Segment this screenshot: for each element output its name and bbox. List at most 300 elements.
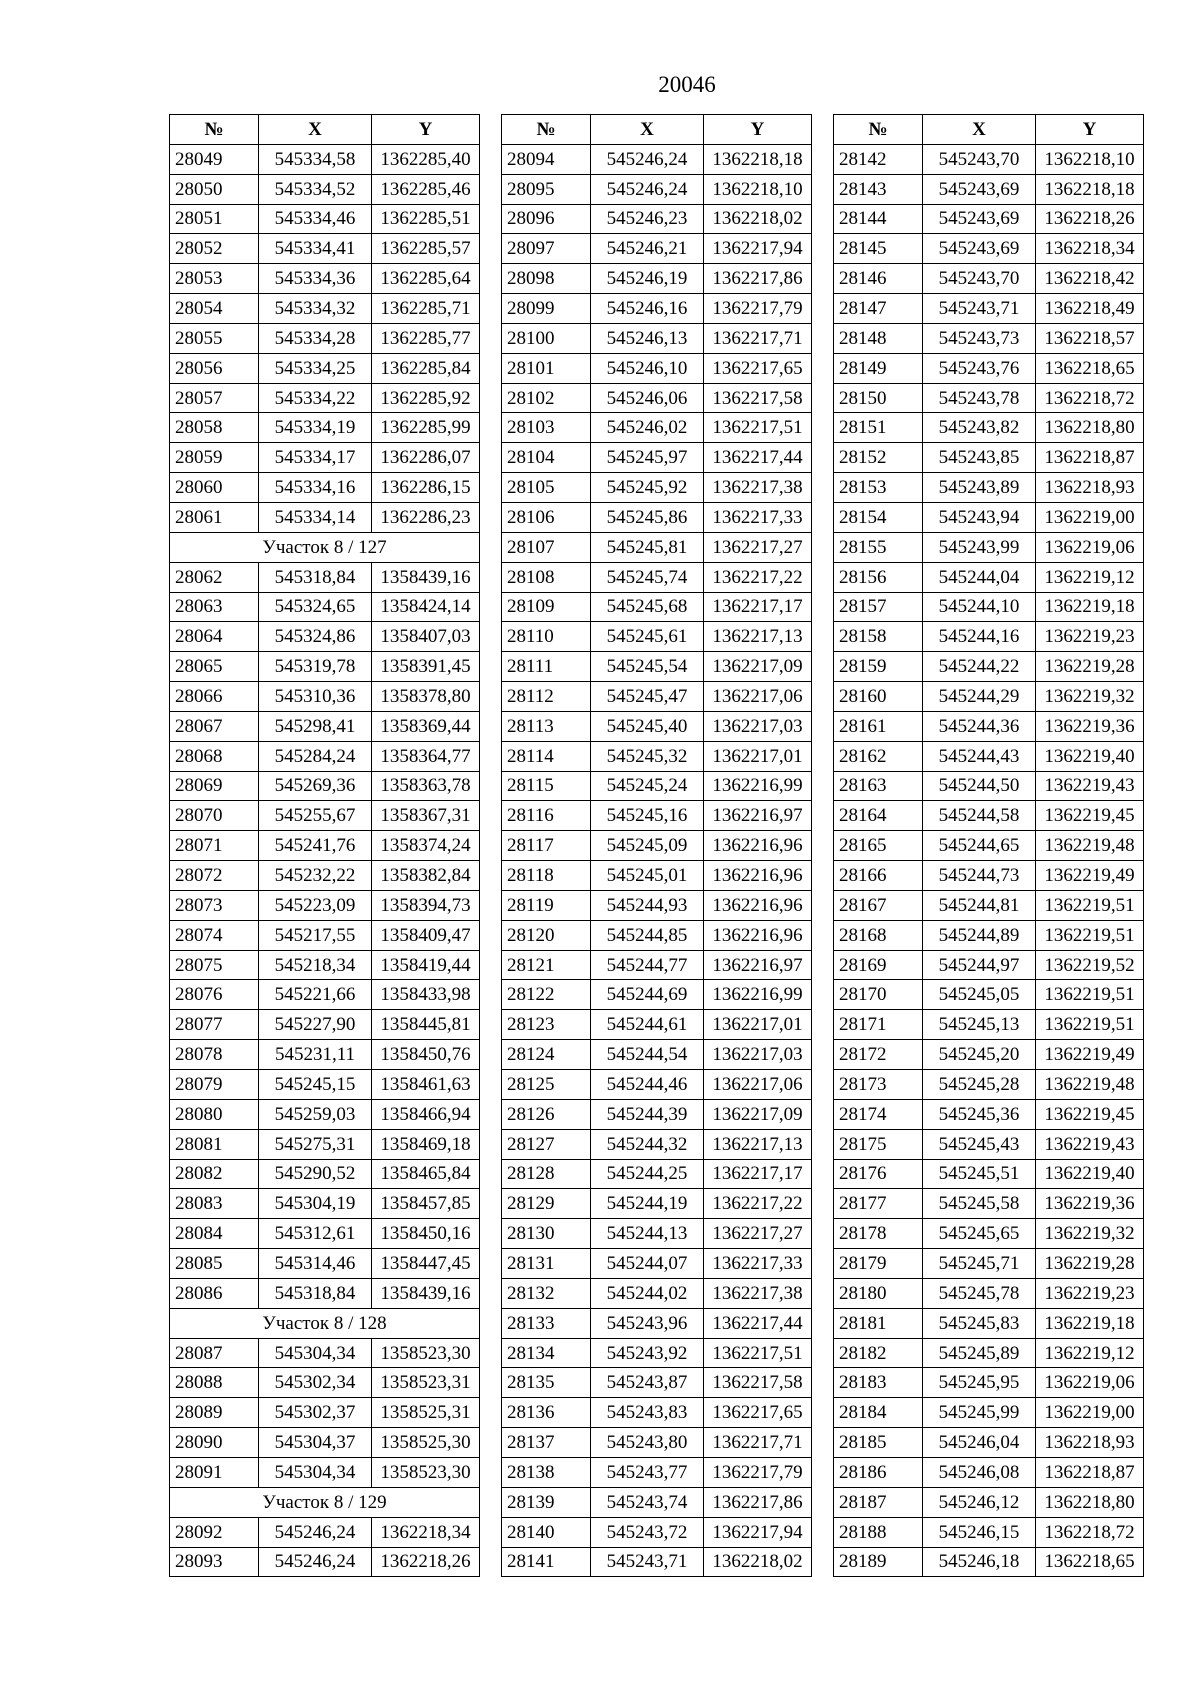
section-title: Участок 8 / 128 — [170, 1308, 480, 1338]
table-row — [502, 323, 812, 353]
x-coordinate-cell: 545243,77 — [591, 1457, 704, 1487]
x-coordinate-cell: 545259,03 — [259, 1099, 372, 1129]
table-row — [834, 234, 1144, 264]
x-coordinate-cell: 545244,39 — [591, 1099, 704, 1129]
x-coordinate-cell: 545245,78 — [923, 1278, 1036, 1308]
x-coordinate-cell: 545244,50 — [923, 771, 1036, 801]
point-number-cell: 28163 — [834, 771, 923, 801]
y-coordinate-cell: 1362219,43 — [1036, 1129, 1144, 1159]
x-coordinate-cell: 545246,13 — [591, 323, 704, 353]
point-number-cell: 28143 — [834, 174, 923, 204]
x-coordinate-cell: 545246,21 — [591, 234, 704, 264]
x-coordinate-cell: 545243,96 — [591, 1308, 704, 1338]
table-row — [170, 1398, 480, 1428]
y-coordinate-cell: 1362217,38 — [704, 473, 812, 503]
y-coordinate-cell: 1362219,06 — [1036, 532, 1144, 562]
point-number-cell: 28124 — [502, 1040, 591, 1070]
y-coordinate-cell: 1362218,87 — [1036, 1457, 1144, 1487]
y-coordinate-cell: 1362216,96 — [704, 831, 812, 861]
table-row — [502, 413, 812, 443]
table-row — [502, 1219, 812, 1249]
x-coordinate-cell: 545284,24 — [259, 741, 372, 771]
y-coordinate-cell: 1362219,40 — [1036, 1159, 1144, 1189]
point-number-cell: 28121 — [502, 950, 591, 980]
x-coordinate-cell: 545243,94 — [923, 502, 1036, 532]
x-coordinate-cell: 545244,02 — [591, 1278, 704, 1308]
point-number-cell: 28076 — [170, 980, 259, 1010]
table-row — [170, 473, 480, 503]
table-row — [502, 741, 812, 771]
page-number: 20046 — [658, 72, 716, 97]
x-coordinate-cell: 545246,12 — [923, 1487, 1036, 1517]
point-number-cell: 28067 — [170, 711, 259, 741]
point-number-cell: 28172 — [834, 1040, 923, 1070]
table-row — [834, 144, 1144, 174]
table-row — [502, 502, 812, 532]
point-number-cell: 28149 — [834, 353, 923, 383]
table-row — [502, 592, 812, 622]
x-coordinate-cell: 545304,34 — [259, 1457, 372, 1487]
table-row — [834, 741, 1144, 771]
point-number-cell: 28063 — [170, 592, 259, 622]
y-coordinate-cell: 1358461,63 — [372, 1070, 480, 1100]
table-row — [502, 353, 812, 383]
table-row — [834, 1517, 1144, 1547]
point-number-cell: 28162 — [834, 741, 923, 771]
x-coordinate-cell: 545243,71 — [591, 1547, 704, 1577]
y-coordinate-cell: 1362218,72 — [1036, 383, 1144, 413]
table-row — [170, 920, 480, 950]
x-coordinate-cell: 545334,22 — [259, 383, 372, 413]
table-row — [170, 652, 480, 682]
y-coordinate-cell: 1362285,40 — [372, 144, 480, 174]
y-coordinate-cell: 1358465,84 — [372, 1159, 480, 1189]
x-coordinate-cell: 545324,65 — [259, 592, 372, 622]
point-number-cell: 28114 — [502, 741, 591, 771]
point-number-cell: 28061 — [170, 502, 259, 532]
table-row — [502, 682, 812, 712]
table-row — [502, 1308, 812, 1338]
table-row — [502, 174, 812, 204]
table-row — [502, 1249, 812, 1279]
y-coordinate-cell: 1362219,48 — [1036, 831, 1144, 861]
point-number-cell: 28097 — [502, 234, 591, 264]
table-row — [170, 353, 480, 383]
point-number-cell: 28136 — [502, 1398, 591, 1428]
table-row — [834, 1368, 1144, 1398]
x-coordinate-cell: 545243,73 — [923, 323, 1036, 353]
y-coordinate-cell: 1362286,07 — [372, 443, 480, 473]
table-row — [502, 1129, 812, 1159]
table-row — [170, 562, 480, 592]
x-coordinate-cell: 545334,28 — [259, 323, 372, 353]
x-coordinate-cell: 545302,34 — [259, 1368, 372, 1398]
table-row — [170, 711, 480, 741]
table-row — [834, 562, 1144, 592]
point-number-cell: 28101 — [502, 353, 591, 383]
y-coordinate-cell: 1362285,46 — [372, 174, 480, 204]
x-coordinate-cell: 545245,51 — [923, 1159, 1036, 1189]
y-coordinate-cell: 1362219,48 — [1036, 1070, 1144, 1100]
table-row — [170, 502, 480, 532]
y-coordinate-cell: 1362285,99 — [372, 413, 480, 443]
x-coordinate-cell: 545334,19 — [259, 413, 372, 443]
y-coordinate-cell: 1362218,34 — [1036, 234, 1144, 264]
table-row — [170, 950, 480, 980]
column-header-number: № — [502, 115, 591, 145]
y-coordinate-cell: 1358391,45 — [372, 652, 480, 682]
table-row — [502, 1368, 812, 1398]
x-coordinate-cell: 545245,54 — [591, 652, 704, 682]
y-coordinate-cell: 1362219,51 — [1036, 920, 1144, 950]
y-coordinate-cell: 1362219,18 — [1036, 1308, 1144, 1338]
y-coordinate-cell: 1362218,93 — [1036, 473, 1144, 503]
y-coordinate-cell: 1362219,28 — [1036, 652, 1144, 682]
y-coordinate-cell: 1362216,96 — [704, 861, 812, 891]
point-number-cell: 28164 — [834, 801, 923, 831]
y-coordinate-cell: 1362218,80 — [1036, 413, 1144, 443]
table-row — [834, 1547, 1144, 1577]
table-row — [502, 890, 812, 920]
table-row — [170, 801, 480, 831]
point-number-cell: 28154 — [834, 502, 923, 532]
coordinates-table-3 — [833, 114, 1144, 1577]
x-coordinate-cell: 545245,71 — [923, 1249, 1036, 1279]
point-number-cell: 28139 — [502, 1487, 591, 1517]
table-row — [170, 294, 480, 324]
point-number-cell: 28165 — [834, 831, 923, 861]
y-coordinate-cell: 1358445,81 — [372, 1010, 480, 1040]
table-row — [502, 1189, 812, 1219]
y-coordinate-cell: 1362219,49 — [1036, 1040, 1144, 1070]
point-number-cell: 28056 — [170, 353, 259, 383]
table-row — [170, 831, 480, 861]
table-row — [834, 323, 1144, 353]
y-coordinate-cell: 1362219,49 — [1036, 861, 1144, 891]
x-coordinate-cell: 545217,55 — [259, 920, 372, 950]
point-number-cell: 28174 — [834, 1099, 923, 1129]
table-row — [502, 204, 812, 234]
y-coordinate-cell: 1362285,57 — [372, 234, 480, 264]
x-coordinate-cell: 545246,24 — [591, 174, 704, 204]
table-row — [170, 1010, 480, 1040]
table-row — [502, 622, 812, 652]
table-row — [834, 1457, 1144, 1487]
table-row — [170, 1368, 480, 1398]
table-row — [834, 1010, 1144, 1040]
y-coordinate-cell: 1362218,93 — [1036, 1428, 1144, 1458]
y-coordinate-cell: 1362217,09 — [704, 652, 812, 682]
x-coordinate-cell: 545298,41 — [259, 711, 372, 741]
x-coordinate-cell: 545246,10 — [591, 353, 704, 383]
table-row — [834, 980, 1144, 1010]
y-coordinate-cell: 1358407,03 — [372, 622, 480, 652]
y-coordinate-cell: 1362217,79 — [704, 1457, 812, 1487]
x-coordinate-cell: 545245,99 — [923, 1398, 1036, 1428]
point-number-cell: 28169 — [834, 950, 923, 980]
x-coordinate-cell: 545244,43 — [923, 741, 1036, 771]
y-coordinate-cell: 1358374,24 — [372, 831, 480, 861]
y-coordinate-cell: 1362217,33 — [704, 502, 812, 532]
point-number-cell: 28129 — [502, 1189, 591, 1219]
x-coordinate-cell: 545304,34 — [259, 1338, 372, 1368]
x-coordinate-cell: 545244,97 — [923, 950, 1036, 980]
x-coordinate-cell: 545231,11 — [259, 1040, 372, 1070]
x-coordinate-cell: 545334,58 — [259, 144, 372, 174]
y-coordinate-cell: 1362218,10 — [1036, 144, 1144, 174]
point-number-cell: 28062 — [170, 562, 259, 592]
x-coordinate-cell: 545244,58 — [923, 801, 1036, 831]
x-coordinate-cell: 545310,36 — [259, 682, 372, 712]
y-coordinate-cell: 1362217,13 — [704, 1129, 812, 1159]
table-row — [502, 1070, 812, 1100]
point-number-cell: 28112 — [502, 682, 591, 712]
x-coordinate-cell: 545246,16 — [591, 294, 704, 324]
y-coordinate-cell: 1358364,77 — [372, 741, 480, 771]
point-number-cell: 28127 — [502, 1129, 591, 1159]
point-number-cell: 28132 — [502, 1278, 591, 1308]
point-number-cell: 28073 — [170, 890, 259, 920]
point-number-cell: 28152 — [834, 443, 923, 473]
table-row — [834, 473, 1144, 503]
x-coordinate-cell: 545244,61 — [591, 1010, 704, 1040]
table-row — [502, 443, 812, 473]
x-coordinate-cell: 545245,20 — [923, 1040, 1036, 1070]
x-coordinate-cell: 545334,17 — [259, 443, 372, 473]
point-number-cell: 28064 — [170, 622, 259, 652]
table-row — [170, 383, 480, 413]
y-coordinate-cell: 1362217,17 — [704, 1159, 812, 1189]
x-coordinate-cell: 545245,28 — [923, 1070, 1036, 1100]
x-coordinate-cell: 545245,89 — [923, 1338, 1036, 1368]
point-number-cell: 28069 — [170, 771, 259, 801]
y-coordinate-cell: 1362218,65 — [1036, 353, 1144, 383]
table-row — [502, 383, 812, 413]
point-number-cell: 28170 — [834, 980, 923, 1010]
column-header-x: X — [591, 115, 704, 145]
point-number-cell: 28188 — [834, 1517, 923, 1547]
x-coordinate-cell: 545245,16 — [591, 801, 704, 831]
y-coordinate-cell: 1362216,97 — [704, 801, 812, 831]
table-row — [502, 801, 812, 831]
x-coordinate-cell: 545221,66 — [259, 980, 372, 1010]
x-coordinate-cell: 545245,83 — [923, 1308, 1036, 1338]
point-number-cell: 28052 — [170, 234, 259, 264]
y-coordinate-cell: 1362216,99 — [704, 771, 812, 801]
y-coordinate-cell: 1358469,18 — [372, 1129, 480, 1159]
point-number-cell: 28081 — [170, 1129, 259, 1159]
y-coordinate-cell: 1362285,64 — [372, 264, 480, 294]
point-number-cell: 28080 — [170, 1099, 259, 1129]
x-coordinate-cell: 545334,46 — [259, 204, 372, 234]
point-number-cell: 28130 — [502, 1219, 591, 1249]
x-coordinate-cell: 545244,89 — [923, 920, 1036, 950]
x-coordinate-cell: 545334,32 — [259, 294, 372, 324]
x-coordinate-cell: 545244,16 — [923, 622, 1036, 652]
x-coordinate-cell: 545304,37 — [259, 1428, 372, 1458]
point-number-cell: 28178 — [834, 1219, 923, 1249]
point-number-cell: 28156 — [834, 562, 923, 592]
point-number-cell: 28107 — [502, 532, 591, 562]
x-coordinate-cell: 545246,08 — [923, 1457, 1036, 1487]
y-coordinate-cell: 1358447,45 — [372, 1249, 480, 1279]
table-row — [834, 950, 1144, 980]
point-number-cell: 28171 — [834, 1010, 923, 1040]
y-coordinate-cell: 1362217,71 — [704, 1428, 812, 1458]
x-coordinate-cell: 545244,29 — [923, 682, 1036, 712]
point-number-cell: 28120 — [502, 920, 591, 950]
x-coordinate-cell: 545245,81 — [591, 532, 704, 562]
x-coordinate-cell: 545245,61 — [591, 622, 704, 652]
y-coordinate-cell: 1362219,51 — [1036, 1010, 1144, 1040]
x-coordinate-cell: 545314,46 — [259, 1249, 372, 1279]
point-number-cell: 28065 — [170, 652, 259, 682]
y-coordinate-cell: 1362219,28 — [1036, 1249, 1144, 1279]
point-number-cell: 28078 — [170, 1040, 259, 1070]
point-number-cell: 28083 — [170, 1189, 259, 1219]
table-row — [834, 294, 1144, 324]
table-row — [834, 383, 1144, 413]
table-row — [834, 1249, 1144, 1279]
point-number-cell: 28180 — [834, 1278, 923, 1308]
y-coordinate-cell: 1358419,44 — [372, 950, 480, 980]
point-number-cell: 28160 — [834, 682, 923, 712]
table-row — [834, 1070, 1144, 1100]
table-body — [170, 144, 480, 1577]
y-coordinate-cell: 1362219,00 — [1036, 1398, 1144, 1428]
point-number-cell: 28099 — [502, 294, 591, 324]
table-row — [502, 532, 812, 562]
table-row — [170, 1129, 480, 1159]
x-coordinate-cell: 545334,14 — [259, 502, 372, 532]
table-row — [502, 831, 812, 861]
table-row — [834, 1487, 1144, 1517]
point-number-cell: 28072 — [170, 861, 259, 891]
table-row — [170, 1219, 480, 1249]
point-number-cell: 28146 — [834, 264, 923, 294]
point-number-cell: 28085 — [170, 1249, 259, 1279]
y-coordinate-cell: 1358525,31 — [372, 1398, 480, 1428]
point-number-cell: 28185 — [834, 1428, 923, 1458]
point-number-cell: 28103 — [502, 413, 591, 443]
x-coordinate-cell: 545244,85 — [591, 920, 704, 950]
table-row — [502, 1487, 812, 1517]
x-coordinate-cell: 545318,84 — [259, 562, 372, 592]
table-row — [834, 801, 1144, 831]
x-coordinate-cell: 545319,78 — [259, 652, 372, 682]
point-number-cell: 28055 — [170, 323, 259, 353]
y-coordinate-cell: 1362217,44 — [704, 443, 812, 473]
x-coordinate-cell: 545318,84 — [259, 1278, 372, 1308]
x-coordinate-cell: 545334,16 — [259, 473, 372, 503]
x-coordinate-cell: 545245,36 — [923, 1099, 1036, 1129]
point-number-cell: 28115 — [502, 771, 591, 801]
y-coordinate-cell: 1358523,31 — [372, 1368, 480, 1398]
y-coordinate-cell: 1362217,03 — [704, 1040, 812, 1070]
x-coordinate-cell: 545245,09 — [591, 831, 704, 861]
x-coordinate-cell: 545334,41 — [259, 234, 372, 264]
y-coordinate-cell: 1362217,27 — [704, 1219, 812, 1249]
table-row — [502, 1398, 812, 1428]
x-coordinate-cell: 545243,82 — [923, 413, 1036, 443]
x-coordinate-cell: 545269,36 — [259, 771, 372, 801]
table-row — [170, 234, 480, 264]
y-coordinate-cell: 1362217,51 — [704, 1338, 812, 1368]
y-coordinate-cell: 1362219,52 — [1036, 950, 1144, 980]
table-row — [502, 771, 812, 801]
column-header-x: X — [259, 115, 372, 145]
y-coordinate-cell: 1362218,49 — [1036, 294, 1144, 324]
y-coordinate-cell: 1362218,02 — [704, 1547, 812, 1577]
x-coordinate-cell: 545245,74 — [591, 562, 704, 592]
point-number-cell: 28186 — [834, 1457, 923, 1487]
table-row — [502, 1547, 812, 1577]
y-coordinate-cell: 1362219,51 — [1036, 980, 1144, 1010]
table-row — [834, 652, 1144, 682]
table-row — [170, 741, 480, 771]
table-row — [502, 144, 812, 174]
y-coordinate-cell: 1362217,33 — [704, 1249, 812, 1279]
table-row — [502, 1010, 812, 1040]
point-number-cell: 28173 — [834, 1070, 923, 1100]
table-row — [170, 1428, 480, 1458]
table-row — [834, 1398, 1144, 1428]
table-row — [834, 622, 1144, 652]
y-coordinate-cell: 1362286,23 — [372, 502, 480, 532]
point-number-cell: 28142 — [834, 144, 923, 174]
x-coordinate-cell: 545245,32 — [591, 741, 704, 771]
x-coordinate-cell: 545244,04 — [923, 562, 1036, 592]
y-coordinate-cell: 1362218,18 — [704, 144, 812, 174]
y-coordinate-cell: 1362217,22 — [704, 1189, 812, 1219]
y-coordinate-cell: 1362217,17 — [704, 592, 812, 622]
table-row — [834, 1099, 1144, 1129]
y-coordinate-cell: 1362218,10 — [704, 174, 812, 204]
y-coordinate-cell: 1362217,03 — [704, 711, 812, 741]
y-coordinate-cell: 1362217,13 — [704, 622, 812, 652]
table-row — [502, 1099, 812, 1129]
x-coordinate-cell: 545244,46 — [591, 1070, 704, 1100]
point-number-cell: 28092 — [170, 1517, 259, 1547]
point-number-cell: 28175 — [834, 1129, 923, 1159]
y-coordinate-cell: 1362219,12 — [1036, 562, 1144, 592]
table-row — [834, 413, 1144, 443]
point-number-cell: 28091 — [170, 1457, 259, 1487]
y-coordinate-cell: 1358433,98 — [372, 980, 480, 1010]
point-number-cell: 28075 — [170, 950, 259, 980]
coordinates-table-1 — [169, 114, 480, 1577]
x-coordinate-cell: 545245,40 — [591, 711, 704, 741]
y-coordinate-cell: 1362219,51 — [1036, 890, 1144, 920]
y-coordinate-cell: 1362217,44 — [704, 1308, 812, 1338]
y-coordinate-cell: 1362217,27 — [704, 532, 812, 562]
point-number-cell: 28140 — [502, 1517, 591, 1547]
header-row — [834, 115, 1144, 145]
y-coordinate-cell: 1362219,23 — [1036, 622, 1144, 652]
y-coordinate-cell: 1362219,06 — [1036, 1368, 1144, 1398]
point-number-cell: 28087 — [170, 1338, 259, 1368]
point-number-cell: 28059 — [170, 443, 259, 473]
point-number-cell: 28084 — [170, 1219, 259, 1249]
x-coordinate-cell: 545302,37 — [259, 1398, 372, 1428]
x-coordinate-cell: 545244,93 — [591, 890, 704, 920]
point-number-cell: 28060 — [170, 473, 259, 503]
y-coordinate-cell: 1362217,86 — [704, 1487, 812, 1517]
y-coordinate-cell: 1362218,26 — [1036, 204, 1144, 234]
point-number-cell: 28161 — [834, 711, 923, 741]
table-row — [834, 1040, 1144, 1070]
x-coordinate-cell: 545244,25 — [591, 1159, 704, 1189]
